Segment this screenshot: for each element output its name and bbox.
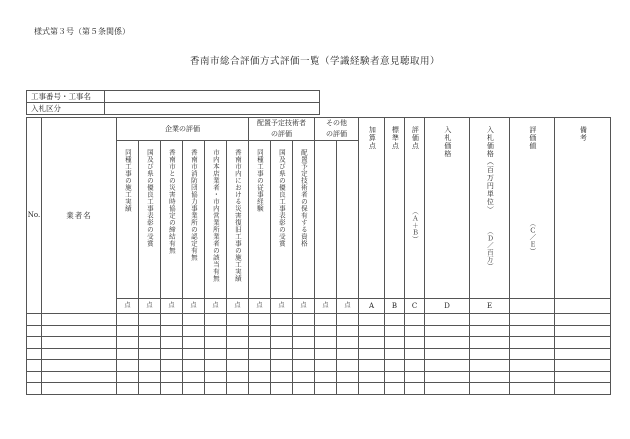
table-cell[interactable]	[405, 383, 425, 395]
table-cell[interactable]	[27, 371, 42, 383]
table-cell[interactable]	[385, 360, 405, 372]
table-cell[interactable]	[470, 337, 510, 349]
table-cell[interactable]	[42, 360, 117, 372]
table-cell[interactable]	[27, 360, 42, 372]
table-cell[interactable]	[555, 360, 611, 372]
bid-price-100m-formula: （Ｄ／百万）	[485, 228, 494, 270]
table-cell[interactable]	[183, 314, 205, 326]
bid-price-100m-label: 入札価格（百万円単位）	[486, 126, 495, 214]
table-cell[interactable]	[470, 371, 510, 383]
eval-value-formula: （Ｃ／Ｅ）	[528, 220, 537, 255]
unit-cell: 点	[227, 299, 249, 314]
table-cell[interactable]	[337, 371, 359, 383]
table-cell[interactable]	[205, 325, 227, 337]
standard-header	[385, 118, 405, 299]
table-cell[interactable]	[555, 337, 611, 349]
table-cell[interactable]	[117, 314, 139, 326]
table-cell[interactable]	[385, 325, 405, 337]
table-cell[interactable]	[337, 348, 359, 360]
table-cell[interactable]	[139, 348, 161, 360]
table-cell[interactable]	[510, 383, 555, 395]
data-rows	[27, 314, 611, 395]
table-cell[interactable]	[27, 383, 42, 395]
unit-cell: 点	[183, 299, 205, 314]
table-cell[interactable]	[385, 348, 405, 360]
no-header: No.	[27, 118, 42, 314]
unit-cell: 点	[161, 299, 183, 314]
table-cell[interactable]	[161, 337, 183, 349]
table-cell[interactable]	[425, 348, 470, 360]
table-cell[interactable]	[425, 360, 470, 372]
table-cell[interactable]	[117, 337, 139, 349]
table-cell[interactable]	[385, 371, 405, 383]
table-cell[interactable]	[293, 325, 315, 337]
table-cell[interactable]	[161, 348, 183, 360]
table-cell[interactable]	[42, 337, 117, 349]
table-cell[interactable]	[470, 383, 510, 395]
letter-b: B	[385, 299, 405, 314]
evaluation-table	[26, 117, 611, 395]
info-row-work	[27, 91, 320, 103]
company-item-4-label: 市内本店業者・市内営業所業者の該当有無	[211, 149, 220, 283]
letter-eval-value	[510, 299, 555, 314]
engineer-item-0-label: 同種工事の従事経験	[255, 149, 264, 213]
table-cell[interactable]	[249, 383, 271, 395]
company-name-header: 業者名	[42, 118, 117, 314]
other-group-line2: の評価	[326, 130, 347, 139]
eval-value-label: 評価値	[528, 126, 537, 150]
unit-cell: 点	[249, 299, 271, 314]
table-cell[interactable]	[470, 348, 510, 360]
letter-c: C	[405, 299, 425, 314]
work-name-label: 工事番号・工事名	[27, 91, 105, 103]
engineer-item-1	[271, 141, 293, 299]
table-cell[interactable]	[337, 360, 359, 372]
eval-points-header	[405, 118, 425, 299]
table-cell[interactable]	[161, 314, 183, 326]
table-cell[interactable]	[271, 325, 293, 337]
table-cell[interactable]	[271, 348, 293, 360]
letter-d: D	[425, 299, 470, 314]
table-cell[interactable]	[205, 314, 227, 326]
table-cell[interactable]	[161, 360, 183, 372]
eval-points-formula: （Ａ＋Ｂ）	[410, 208, 419, 243]
table-cell[interactable]	[205, 371, 227, 383]
table-cell[interactable]	[470, 314, 510, 326]
company-item-1-label: 国及び県の優良工事表彰の受賞	[145, 149, 154, 248]
table-cell[interactable]	[139, 337, 161, 349]
table-cell[interactable]	[555, 325, 611, 337]
table-row	[27, 371, 611, 383]
table-cell[interactable]	[555, 371, 611, 383]
table-cell[interactable]	[315, 325, 337, 337]
table-cell[interactable]	[315, 314, 337, 326]
company-item-0	[117, 141, 139, 299]
table-cell[interactable]	[293, 371, 315, 383]
remarks-label: 備考	[579, 126, 588, 142]
table-cell[interactable]	[405, 371, 425, 383]
table-cell[interactable]	[183, 348, 205, 360]
table-cell[interactable]	[510, 348, 555, 360]
table-cell[interactable]	[337, 337, 359, 349]
table-row	[27, 348, 611, 360]
engineer-item-0	[249, 141, 271, 299]
group-header-row	[27, 118, 611, 141]
letter-e: E	[470, 299, 510, 314]
info-table	[26, 90, 320, 115]
unit-cell: 点	[117, 299, 139, 314]
table-cell[interactable]	[271, 337, 293, 349]
table-cell[interactable]	[139, 383, 161, 395]
table-cell[interactable]	[117, 348, 139, 360]
company-evaluation-group: 企業の評価	[117, 118, 249, 141]
addition-label: 加算点	[368, 126, 377, 150]
eval-points-label: 評価点	[411, 126, 420, 150]
table-cell[interactable]	[227, 383, 249, 395]
table-cell[interactable]	[183, 360, 205, 372]
company-item-5	[227, 141, 249, 299]
table-cell[interactable]	[359, 348, 385, 360]
table-cell[interactable]	[555, 314, 611, 326]
company-item-4	[205, 141, 227, 299]
other-item-0	[315, 141, 337, 299]
engineer-item-2	[293, 141, 315, 299]
table-cell[interactable]	[405, 360, 425, 372]
table-cell[interactable]	[510, 325, 555, 337]
table-cell[interactable]	[249, 325, 271, 337]
unit-cell: 点	[337, 299, 359, 314]
table-cell[interactable]	[27, 348, 42, 360]
table-cell[interactable]	[359, 337, 385, 349]
table-row	[27, 325, 611, 337]
table-cell[interactable]	[315, 360, 337, 372]
table-cell[interactable]	[359, 383, 385, 395]
table-cell[interactable]	[510, 371, 555, 383]
table-cell[interactable]	[293, 348, 315, 360]
engineer-evaluation-group	[249, 118, 315, 141]
unit-cell: 点	[315, 299, 337, 314]
company-item-2-label: 香南市との災害時協定の締結有無	[167, 149, 176, 255]
table-cell[interactable]	[425, 325, 470, 337]
form-number-label: 様式第３号（第５条関係）	[34, 27, 130, 36]
engineer-item-2-label: 配置予定技術者の保有する資格	[299, 149, 308, 248]
table-cell[interactable]	[117, 371, 139, 383]
table-cell[interactable]	[425, 337, 470, 349]
bid-category-label: 入札区分	[27, 103, 105, 115]
eval-value-header	[510, 118, 555, 299]
unit-cell: 点	[271, 299, 293, 314]
table-cell[interactable]	[293, 314, 315, 326]
document-title: 香南市総合評価方式評価一覧（学識経験者意見聴取用）	[189, 56, 440, 67]
bid-price-header	[425, 118, 470, 299]
table-cell[interactable]	[205, 383, 227, 395]
table-cell[interactable]	[161, 383, 183, 395]
bid-category-field[interactable]	[105, 103, 320, 115]
bid-price-100m-header	[470, 118, 510, 299]
info-row-category	[27, 103, 320, 115]
company-item-1	[139, 141, 161, 299]
table-cell[interactable]	[385, 337, 405, 349]
table-cell[interactable]	[139, 314, 161, 326]
table-cell[interactable]	[337, 314, 359, 326]
table-cell[interactable]	[227, 371, 249, 383]
company-item-0-label: 同種工事の施工実績	[123, 149, 132, 213]
table-cell[interactable]	[359, 314, 385, 326]
other-group-line1: その他	[326, 119, 347, 127]
table-cell[interactable]	[117, 383, 139, 395]
table-cell[interactable]	[315, 337, 337, 349]
standard-label: 標準点	[391, 126, 400, 150]
company-item-3	[183, 141, 205, 299]
table-cell[interactable]	[385, 314, 405, 326]
table-cell[interactable]	[337, 325, 359, 337]
table-row	[27, 314, 611, 326]
table-cell[interactable]	[227, 314, 249, 326]
table-row	[27, 337, 611, 349]
letter-a: A	[359, 299, 385, 314]
table-cell[interactable]	[183, 337, 205, 349]
table-cell[interactable]	[249, 348, 271, 360]
table-cell[interactable]	[249, 314, 271, 326]
table-cell[interactable]	[117, 325, 139, 337]
table-cell[interactable]	[183, 325, 205, 337]
table-cell[interactable]	[271, 360, 293, 372]
table-cell[interactable]	[555, 348, 611, 360]
table-cell[interactable]	[139, 325, 161, 337]
table-cell[interactable]	[315, 383, 337, 395]
table-cell[interactable]	[139, 371, 161, 383]
table-cell[interactable]	[405, 348, 425, 360]
table-cell[interactable]	[249, 371, 271, 383]
table-cell[interactable]	[293, 383, 315, 395]
table-cell[interactable]	[42, 371, 117, 383]
table-cell[interactable]	[27, 325, 42, 337]
table-cell[interactable]	[42, 348, 117, 360]
table-cell[interactable]	[555, 383, 611, 395]
table-cell[interactable]	[249, 337, 271, 349]
engineer-item-1-label: 国及び県の優良工事表彰の受賞	[277, 149, 286, 248]
table-cell[interactable]	[315, 348, 337, 360]
table-cell[interactable]	[470, 325, 510, 337]
table-cell[interactable]	[183, 383, 205, 395]
company-item-5-label: 香南市内における災害復旧工事の施工実績	[233, 149, 242, 283]
table-cell[interactable]	[249, 360, 271, 372]
table-cell[interactable]	[227, 325, 249, 337]
table-cell[interactable]	[293, 337, 315, 349]
table-cell[interactable]	[405, 325, 425, 337]
letter-remarks	[555, 299, 611, 314]
company-item-3-label: 香南市消防団協力事業所の認定有無	[189, 149, 198, 262]
table-row	[27, 360, 611, 372]
table-cell[interactable]	[227, 337, 249, 349]
table-cell[interactable]	[425, 314, 470, 326]
table-cell[interactable]	[205, 337, 227, 349]
table-cell[interactable]	[510, 360, 555, 372]
table-cell[interactable]	[117, 360, 139, 372]
table-cell[interactable]	[27, 314, 42, 326]
table-cell[interactable]	[510, 337, 555, 349]
table-cell[interactable]	[161, 371, 183, 383]
table-cell[interactable]	[27, 337, 42, 349]
table-cell[interactable]	[359, 371, 385, 383]
table-cell[interactable]	[359, 360, 385, 372]
table-cell[interactable]	[42, 314, 117, 326]
engineer-group-line2: の評価	[271, 130, 292, 139]
table-cell[interactable]	[337, 383, 359, 395]
other-item-1	[337, 141, 359, 299]
bid-price-label: 入札価格	[443, 126, 452, 158]
table-cell[interactable]	[405, 314, 425, 326]
table-cell[interactable]	[425, 371, 470, 383]
table-cell[interactable]	[405, 337, 425, 349]
table-cell[interactable]	[510, 314, 555, 326]
table-cell[interactable]	[42, 325, 117, 337]
table-cell[interactable]	[271, 314, 293, 326]
engineer-group-line1: 配置予定技術者	[257, 119, 306, 127]
unit-cell: 点	[205, 299, 227, 314]
table-cell[interactable]	[385, 383, 405, 395]
company-item-2	[161, 141, 183, 299]
other-evaluation-group	[315, 118, 359, 141]
table-cell[interactable]	[183, 371, 205, 383]
table-cell[interactable]	[161, 325, 183, 337]
table-cell[interactable]	[205, 360, 227, 372]
table-cell[interactable]	[139, 360, 161, 372]
unit-cell: 点	[293, 299, 315, 314]
table-cell[interactable]	[293, 360, 315, 372]
table-cell[interactable]	[205, 348, 227, 360]
work-name-field[interactable]	[105, 91, 320, 103]
table-cell[interactable]	[470, 360, 510, 372]
table-cell[interactable]	[42, 383, 117, 395]
table-cell[interactable]	[425, 383, 470, 395]
table-cell[interactable]	[271, 371, 293, 383]
unit-cell: 点	[139, 299, 161, 314]
table-cell[interactable]	[271, 383, 293, 395]
table-cell[interactable]	[227, 360, 249, 372]
table-cell[interactable]	[315, 371, 337, 383]
remarks-header	[555, 118, 611, 299]
table-cell[interactable]	[227, 348, 249, 360]
table-cell[interactable]	[359, 325, 385, 337]
addition-header	[359, 118, 385, 299]
table-row	[27, 383, 611, 395]
